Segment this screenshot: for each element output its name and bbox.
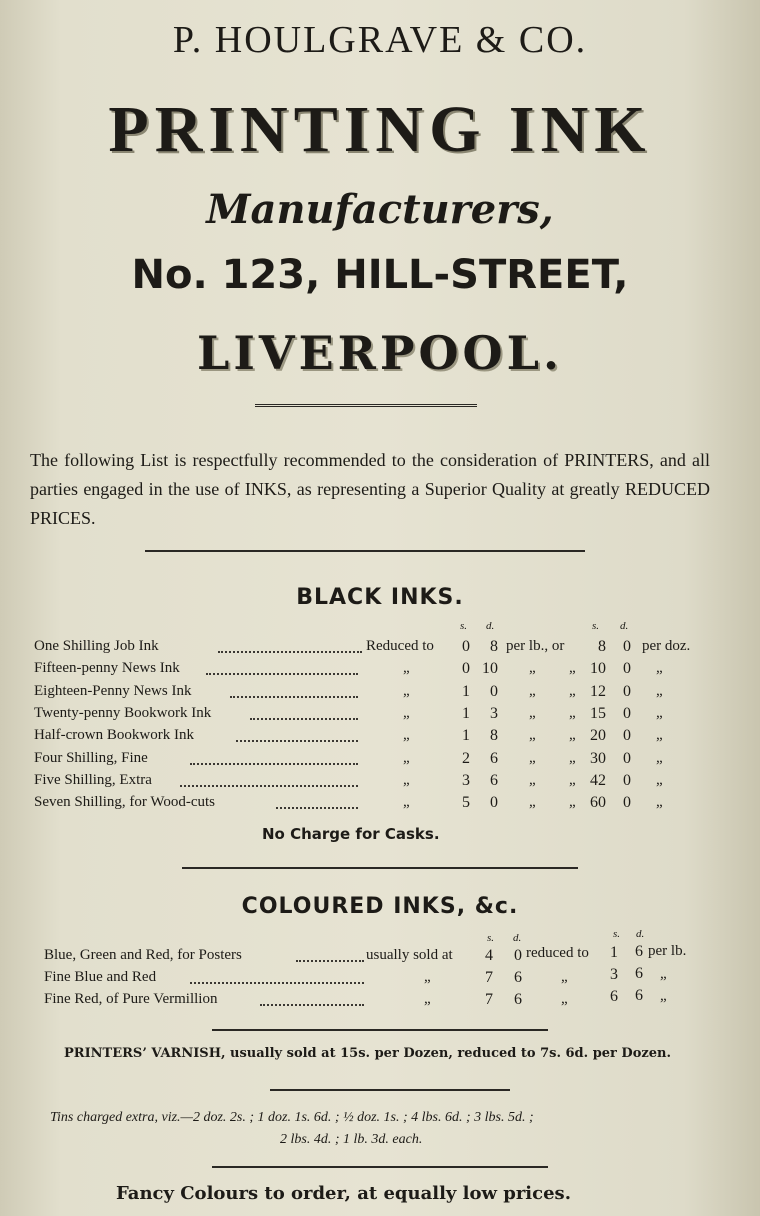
divider-top [255,404,477,410]
intro-paragraph: The following List is respectfully recommended to the consideration of PRINTERS, and all parties engaged in the use of INKS, as representing a Superior Quality at greatly REDUCED PRICES. [30,450,710,528]
pence-per-lb: 8 [490,638,498,655]
pence-per-lb: 6 [490,749,498,767]
ditto-mark: „ [569,771,576,788]
pence-per-doz: 0 [623,660,631,678]
ditto-mark: „ [656,794,663,811]
divider-varnish [270,1089,510,1091]
usual-pence: 6 [514,991,522,1008]
unit-s-label: s. [487,932,495,944]
dot-leader [206,673,358,675]
ditto-mark: „ [656,682,663,699]
ditto-mark: „ [569,704,576,721]
pence-per-lb: 8 [490,727,498,745]
ink-name: Eighteen-Penny News Ink [34,682,192,699]
unit-d-label-reduced: d. [636,928,645,940]
ditto-mark: „ [569,794,576,811]
pence-per-lb: 0 [490,794,498,812]
shillings-per-doz: 30 [590,749,606,767]
shillings-per-lb: 1 [462,704,470,722]
trade-line: Manufacturers, [206,186,554,233]
ink-name: Half-crown Bookwork Ink [34,727,194,744]
ditto-mark: „ [424,991,431,1007]
ditto-mark: „ [660,988,667,1004]
divider-coloured [212,1029,548,1031]
dot-leader [296,960,364,962]
usually-label: usually sold at [366,947,453,963]
ditto-mark: „ [529,794,536,811]
unit-s-label-reduced: s. [613,928,621,940]
shillings-per-doz: 60 [590,794,606,812]
usual-pence: 0 [514,947,522,964]
shillings-per-lb: 1 [462,727,470,745]
reduced-pence: 6 [635,943,643,960]
reduced-pence: 6 [635,987,643,1004]
ditto-mark: „ [656,660,663,677]
ink-name: Blue, Green and Red, for Posters [44,947,242,963]
pence-per-lb: 10 [482,660,498,678]
reduced-shillings: 3 [610,966,618,983]
unit-d-label: d. [513,932,522,944]
shillings-per-lb: 5 [462,794,470,812]
ditto-mark: „ [529,704,536,721]
pence-per-doz: 0 [623,682,631,700]
headline: PRINTING INK [108,93,652,166]
per-doz-label: per doz. [642,638,691,654]
ditto-mark: „ [403,771,410,788]
dot-leader [230,696,358,698]
ditto-mark: „ [569,660,576,677]
usual-shillings: 7 [485,969,493,986]
shillings-per-doz: 15 [590,704,606,722]
shillings-per-doz: 20 [590,727,606,745]
street-address: No. 123, HILL-STREET, [131,252,629,298]
ditto-mark: „ [569,727,576,744]
ditto-mark: „ [656,771,663,788]
pence-per-doz: 0 [623,704,631,722]
shillings-per-doz: 42 [590,771,606,789]
divider-intro [145,550,585,552]
reduced-shillings: 1 [610,944,618,961]
pence-per-doz: 0 [623,749,631,767]
unit-s-label-doz: s. [592,620,600,632]
ditto-mark: „ [529,749,536,766]
ditto-mark: „ [529,682,536,699]
ditto-mark: „ [561,991,568,1007]
tins-note-line-2: 2 lbs. 4d. ; 1 lb. 3d. each. [280,1132,423,1147]
ink-name: Fine Blue and Red [44,969,157,985]
fancy-colours-note: Fancy Colours to order, at equally low prices. [116,1183,571,1204]
dot-leader [260,1004,364,1006]
ditto-mark: „ [529,660,536,677]
ditto-mark: „ [660,966,667,982]
ditto-mark: „ [569,682,576,699]
ditto-mark: „ [569,749,576,766]
shillings-per-lb: 3 [462,771,470,789]
divider-tins [212,1166,548,1168]
usual-shillings: 4 [485,947,493,964]
tins-note-line-1: Tins charged extra, viz.—2 doz. 2s. ; 1 doz. 1s. 6d. ; ½ doz. 1s. ; 4 lbs. 6d. ; 3 lbs. 5d. ; [50,1110,534,1125]
shillings-per-doz: 8 [598,638,606,655]
dot-leader [218,651,362,653]
ink-name: Fine Red, of Pure Vermillion [44,991,218,1007]
reduced-label: Reduced to [366,638,434,654]
firm-name: P. HOULGRAVE & CO. [172,19,588,61]
coloured-inks-title: COLOURED INKS, &c. [241,894,519,919]
pence-per-doz: 0 [623,727,631,745]
ditto-mark: „ [656,749,663,766]
varnish-note: PRINTERS’ VARNISH, usually sold at 15s. per Dozen, reduced to 7s. 6d. per Dozen. [64,1046,672,1061]
shillings-per-lb: 2 [462,749,470,767]
dot-leader [190,982,364,984]
ditto-mark: „ [656,704,663,721]
ditto-mark: „ [403,682,410,699]
ink-name: One Shilling Job Ink [34,638,159,654]
pence-per-lb: 0 [490,682,498,700]
ink-name: Five Shilling, Extra [34,771,152,788]
dot-leader [190,763,358,765]
pence-per-doz: 0 [623,771,631,789]
shillings-per-doz: 10 [590,660,606,678]
unit-s-label: s. [460,620,468,632]
dot-leader [180,785,358,787]
shillings-per-lb: 1 [462,682,470,700]
shillings-per-lb: 0 [462,638,470,655]
ditto-mark: „ [403,727,410,744]
pence-per-lb: 3 [490,704,498,722]
ditto-mark: „ [403,704,410,721]
pence-per-lb: 6 [490,771,498,789]
pence-per-doz: 0 [623,794,631,812]
ditto-mark: „ [561,969,568,985]
casks-note: No Charge for Casks. [262,825,440,843]
ditto-mark: „ [403,660,410,677]
city-name: LIVERPOOL. [197,326,563,380]
shillings-per-doz: 12 [590,682,606,700]
ink-name: Twenty-penny Bookwork Ink [34,704,212,721]
ditto-mark: „ [424,969,431,985]
black-inks-title: BLACK INKS. [296,585,464,610]
ditto-mark: „ [403,749,410,766]
pence-per-doz: 0 [623,638,631,655]
divider-black [182,867,578,869]
dot-leader [236,740,358,742]
unit-d-label: d. [486,620,495,632]
dot-leader [250,718,358,720]
reduced-pence: 6 [635,965,643,982]
per-lb-label: per lb. [648,943,687,959]
ditto-mark: „ [656,727,663,744]
ink-name: Fifteen-penny News Ink [34,660,180,677]
usual-shillings: 7 [485,991,493,1008]
usual-pence: 6 [514,969,522,986]
shillings-per-lb: 0 [462,660,470,678]
unit-d-label-doz: d. [620,620,629,632]
ditto-mark: „ [403,794,410,811]
per-lb-label: per lb., or [506,638,565,654]
reduced-shillings: 6 [610,988,618,1005]
dot-leader [276,807,358,809]
reduced-label: reduced to [526,945,589,961]
ditto-mark: „ [529,727,536,744]
ink-name: Seven Shilling, for Wood-cuts [34,794,216,811]
ditto-mark: „ [529,771,536,788]
ink-name: Four Shilling, Fine [34,749,148,766]
